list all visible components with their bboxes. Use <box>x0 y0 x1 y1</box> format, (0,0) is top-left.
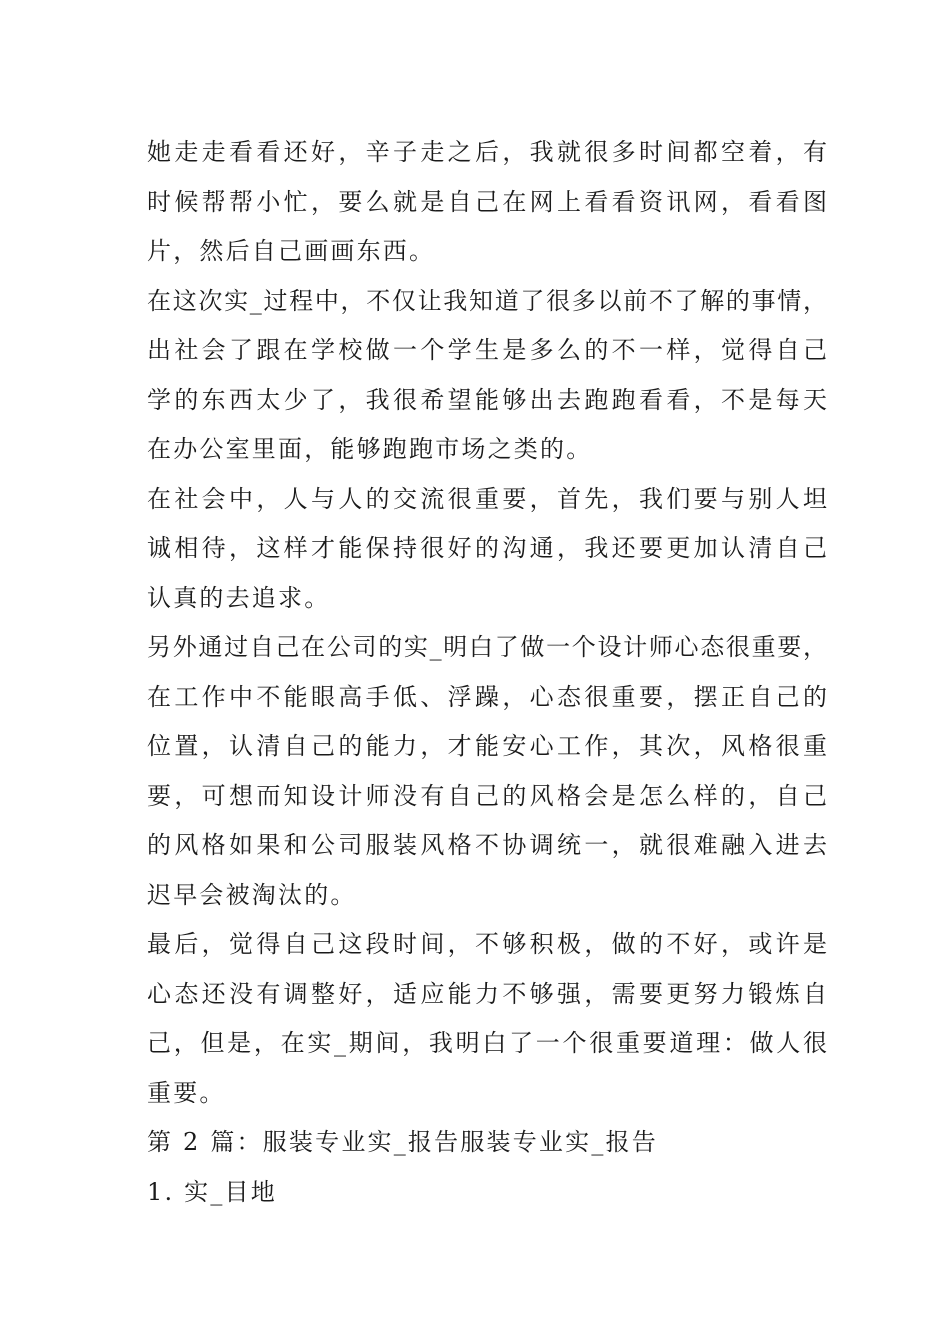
text-line: 要，可想而知设计师没有自己的风格会是怎么样的，自己 <box>147 781 827 810</box>
text-line: 在这次实_过程中，不仅让我知道了很多以前不了解的事情， <box>147 286 827 315</box>
subsection-heading <box>147 1168 827 1218</box>
text-line: 最后，觉得自己这段时间，不够积极，做的不好，或许是 <box>147 930 827 958</box>
text-line: 出社会了跟在学校做一个学生是多么的不一样，觉得自己 <box>147 336 827 364</box>
text-line: 在办公室里面，能够跑跑市场之类的。 <box>147 435 593 463</box>
text-line: 另外通过自己在公司的实_明白了做一个设计师心态很重要， <box>147 633 827 661</box>
heading-line: 第 2 篇：服装专业实_报告服装专业实_报告 <box>147 1128 658 1156</box>
text-line: 诚相待，这样才能保持很好的沟通，我还要更加认清自己 <box>147 534 827 562</box>
paragraph-2 <box>147 277 827 475</box>
heading-line: 1. 实_目地 <box>147 1177 277 1206</box>
section-heading <box>147 1118 827 1168</box>
text-line: 时候帮帮小忙，要么就是自己在网上看看资讯网，看看图 <box>147 187 827 216</box>
text-line: 迟早会被淘汰的。 <box>147 880 357 909</box>
text-line: 在工作中不能眼高手低、浮躁，心态很重要，摆正自己的 <box>147 682 827 711</box>
text-line: 己，但是，在实_期间，我明白了一个很重要道理：做人很 <box>147 1029 827 1057</box>
paragraph-3 <box>147 475 827 624</box>
text-line: 的风格如果和公司服装风格不协调统一，就很难融入进去 <box>147 831 827 859</box>
text-line: 位置，认清自己的能力，才能安心工作，其次，风格很重 <box>147 732 827 760</box>
text-line: 她走走看看还好，辛子走之后，我就很多时间都空着，有 <box>147 138 827 166</box>
text-line: 重要。 <box>147 1078 226 1107</box>
document-body <box>147 128 827 1217</box>
text-line: 片，然后自己画画东西。 <box>147 237 436 265</box>
text-line: 心态还没有调整好，适应能力不够强，需要更努力锻炼自 <box>147 979 827 1008</box>
text-line: 学的东西太少了，我很希望能够出去跑跑看看，不是每天 <box>147 385 827 414</box>
paragraph-4 <box>147 623 827 920</box>
paragraph-1 <box>147 128 827 277</box>
text-line: 认真的去追求。 <box>147 583 331 612</box>
paragraph-5 <box>147 920 827 1118</box>
text-line: 在社会中，人与人的交流很重要，首先，我们要与别人坦 <box>147 484 827 513</box>
